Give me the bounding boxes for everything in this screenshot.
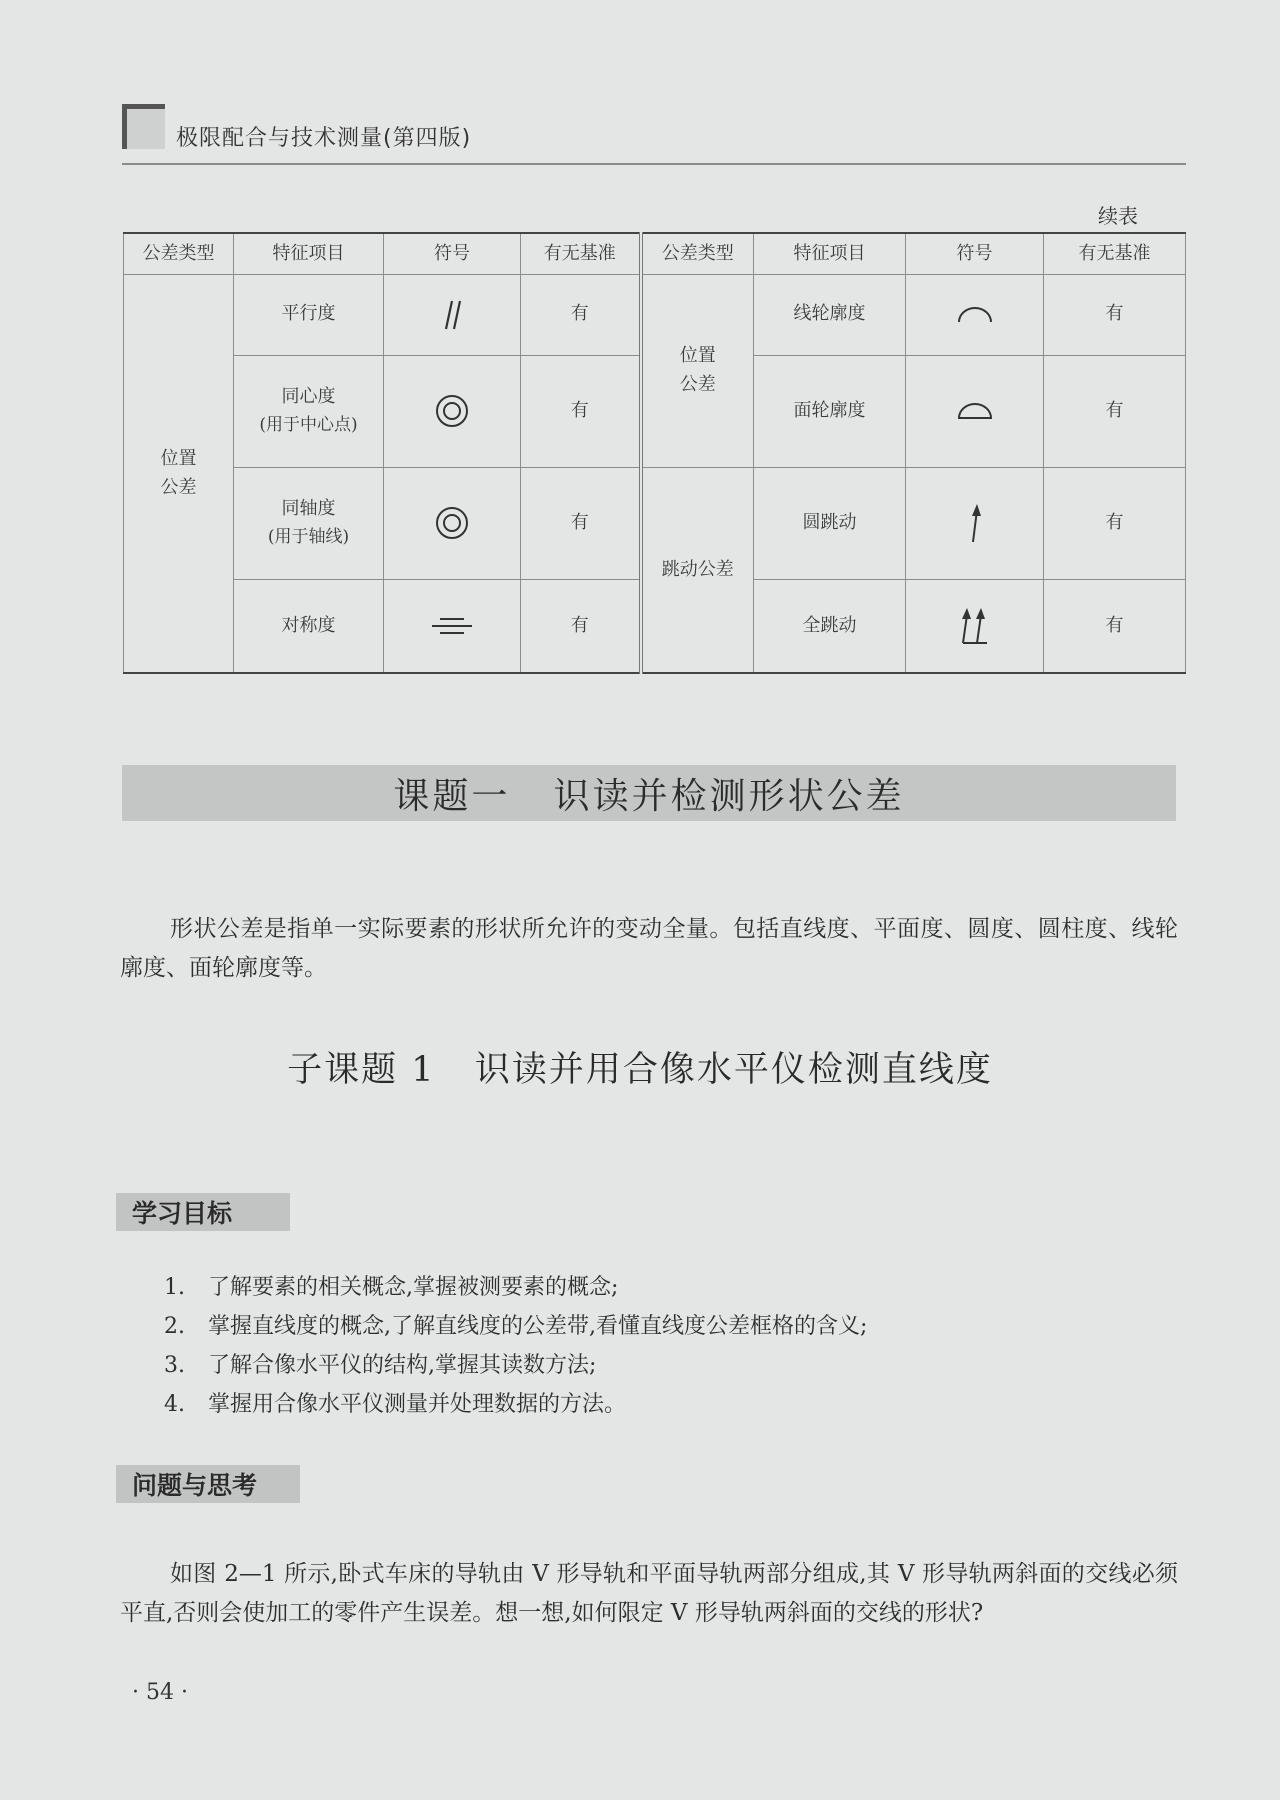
symmetry-icon <box>428 611 476 641</box>
table-continued-label: 续表 <box>1098 204 1138 228</box>
datum-cell: 有 <box>521 275 641 356</box>
datum-cell: 有 <box>1044 467 1186 579</box>
questions-label: 问题与思考 <box>116 1465 300 1503</box>
list-item-text: 掌握用合像水平仪测量并处理数据的方法。 <box>208 1392 627 1417</box>
symbol-cell <box>906 580 1044 674</box>
section-title: 课题一 识读并检测形状公差 <box>393 775 905 817</box>
list-item-number: 3. <box>164 1353 185 1378</box>
list-item-text: 了解要素的相关概念,掌握被测要素的概念; <box>208 1275 619 1300</box>
section-banner <box>122 765 1176 821</box>
feature-item-cell <box>234 355 384 467</box>
header-cell: 特征项目 <box>234 233 384 275</box>
datum-cell: 有 <box>521 467 641 579</box>
tolerance-type-cell: 位置 公差 <box>124 275 234 674</box>
list-item <box>164 1385 1164 1424</box>
total-runout-icon <box>953 603 997 649</box>
symbol-cell <box>384 467 521 579</box>
page-number: · 54 · <box>132 1680 188 1705</box>
circular-runout-icon <box>960 500 990 546</box>
feature-item-cell <box>234 467 384 579</box>
feature-item-note: (用于轴线) <box>267 527 350 548</box>
coaxiality-icon <box>432 503 472 543</box>
symbol-cell <box>906 355 1044 467</box>
header-cell: 符号 <box>384 233 521 275</box>
feature-item-cell: 对称度 <box>234 580 384 674</box>
feature-item-name: 同轴度 <box>281 498 336 520</box>
list-item <box>164 1346 1164 1385</box>
feature-item-name: 同心度 <box>281 386 336 408</box>
datum-cell: 有 <box>521 355 641 467</box>
line-profile-icon <box>953 300 997 330</box>
subsection-title: 子课题 1 识读并用合像水平仪检测直线度 <box>287 1050 993 1090</box>
feature-item-cell: 平行度 <box>234 275 384 356</box>
symbol-cell <box>384 275 521 356</box>
header-cell: 特征项目 <box>754 233 906 275</box>
tolerance-table-wrapper <box>123 232 1185 674</box>
list-item-text: 了解合像水平仪的结构,掌握其读数方法; <box>208 1353 597 1378</box>
learning-goals-label: 学习目标 <box>116 1193 290 1231</box>
list-item-number: 2. <box>164 1314 185 1339</box>
intro-paragraph: 形状公差是指单一实际要素的形状所允许的变动全量。包括直线度、平面度、圆度、圆柱度、线轮廓度、面轮廓度等。 <box>120 916 1178 981</box>
symbol-cell <box>906 467 1044 579</box>
feature-item-note: (用于中心点) <box>259 415 358 436</box>
header-cell: 公差类型 <box>641 233 754 275</box>
header-cell: 有无基准 <box>521 233 641 275</box>
list-item <box>164 1307 1164 1346</box>
feature-item-cell: 面轮廓度 <box>754 355 906 467</box>
symbol-cell <box>384 355 521 467</box>
surface-profile-icon <box>953 396 997 426</box>
header-cell: 公差类型 <box>124 233 234 275</box>
list-item-text: 掌握直线度的概念,了解直线度的公差带,看懂直线度公差框格的含义; <box>208 1314 868 1339</box>
symbol-cell <box>384 580 521 674</box>
datum-cell: 有 <box>1044 580 1186 674</box>
datum-cell: 有 <box>1044 355 1186 467</box>
tolerance-type-cell: 跳动公差 <box>641 467 754 673</box>
table-row <box>124 467 1186 579</box>
list-item-number: 4. <box>164 1392 185 1417</box>
feature-item-cell: 圆跳动 <box>754 467 906 579</box>
symbol-cell <box>906 275 1044 356</box>
header-cell: 符号 <box>906 233 1044 275</box>
header-rule <box>122 163 1186 165</box>
feature-item-cell: 全跳动 <box>754 580 906 674</box>
concentricity-icon <box>432 391 472 431</box>
parallelism-icon <box>432 295 472 335</box>
tolerance-table <box>123 232 1186 674</box>
datum-cell: 有 <box>521 580 641 674</box>
chapter-corner-mark <box>122 104 165 149</box>
list-item-number: 1. <box>164 1275 185 1300</box>
list-item <box>164 1268 1164 1307</box>
tolerance-type-cell: 位置 公差 <box>641 275 754 468</box>
table-row <box>124 275 1186 356</box>
feature-item-cell: 线轮廓度 <box>754 275 906 356</box>
learning-goals-list <box>164 1268 1164 1424</box>
questions-paragraph: 如图 2—1 所示,卧式车床的导轨由 V 形导轨和平面导轨两部分组成,其 V 形导轨两斜面的交线必须平直,否则会使加工的零件产生误差。想一想,如何限定 V 形导轨两斜面的交线的形状? <box>120 1561 1178 1626</box>
running-header-title: 极限配合与技术测量(第四版) <box>176 126 472 151</box>
table-header-row <box>124 233 1186 275</box>
datum-cell: 有 <box>1044 275 1186 356</box>
header-cell: 有无基准 <box>1044 233 1186 275</box>
